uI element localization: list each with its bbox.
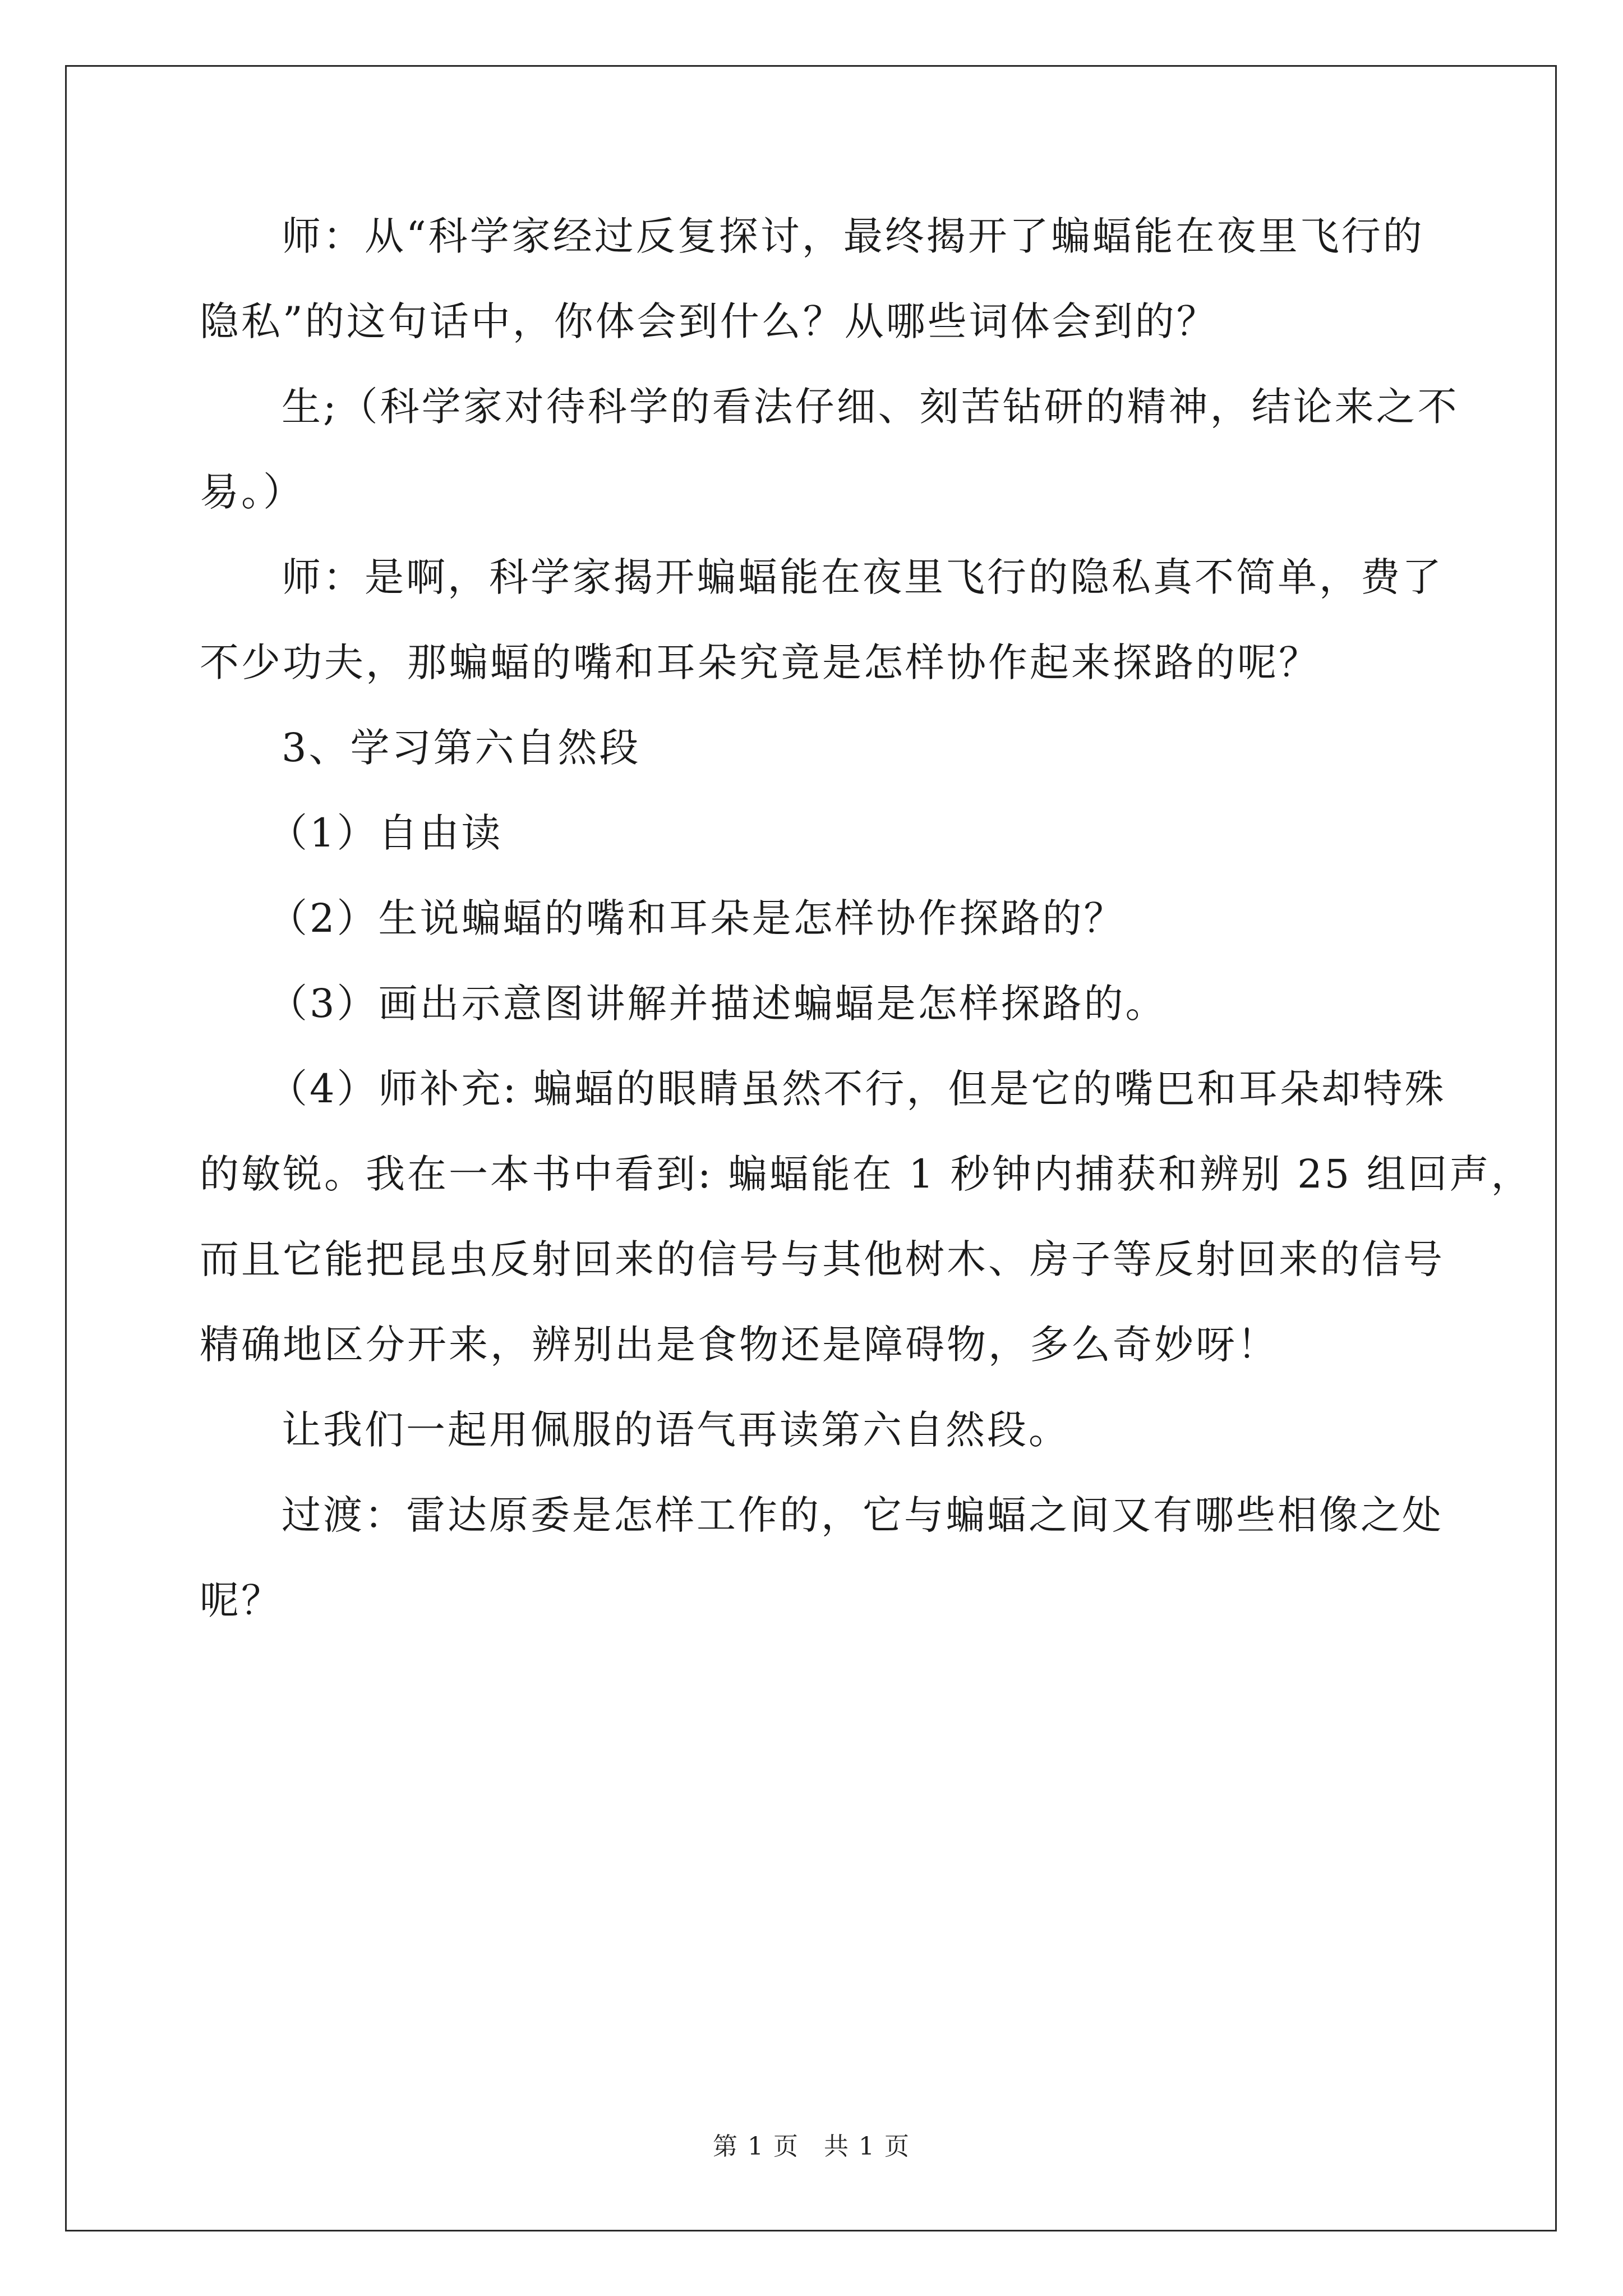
page-footer <box>0 2126 1623 2162</box>
text-line: 师：从“科学家经过反复探讨，最终揭开了蝙蝠能在夜里飞行的 <box>282 213 1424 259</box>
list-item: （4）师补充: 蝙蝠的眼睛虽然不行，但是它的嘴巴和耳朵却特殊 <box>268 1066 1446 1112</box>
text-line: 不少功夫，那蝙蝠的嘴和耳朵究竟是怎样协作起来探路的呢？ <box>200 639 1320 685</box>
text-line: 隐私”的这句话中，你体会到什么？从哪些词体会到的？ <box>200 298 1218 344</box>
text-line: 过渡：雷达原委是怎样工作的，它与蝙蝠之间又有哪些相像之处 <box>282 1492 1444 1538</box>
page-number: 第 1 页 <box>713 2132 799 2161</box>
text-line: 让我们一起用佩服的语气再读第六自然段。 <box>282 1407 1070 1453</box>
text-line: 精确地区分开来，辨别出是食物还是障碍物，多么奇妙呀！ <box>200 1322 1279 1368</box>
list-item: （3）画出示意图讲解并描述蝙蝠是怎样探路的。 <box>268 981 1167 1027</box>
text-line: 的敏锐。我在一本书中看到: 蝙蝠能在 1 秒钟内捕获和辨别 25 组回声， <box>200 1151 1533 1197</box>
text-line: 而且它能把昆虫反射回来的信号与其他树木、房子等反射回来的信号 <box>200 1236 1445 1282</box>
text-line: 呢？ <box>200 1577 283 1623</box>
section-heading: 3、学习第六自然段 <box>282 725 641 771</box>
text-line: 生;（科学家对待科学的看法仔细、刻苦钻研的精神，结论来之不 <box>282 384 1459 430</box>
page-total: 共 1 页 <box>824 2132 910 2161</box>
text-line: 师：是啊，科学家揭开蝙蝠能在夜里飞行的隐私真不简单，费了 <box>282 554 1444 600</box>
list-item: （1）自由读 <box>268 810 503 856</box>
document-body <box>200 208 1533 1657</box>
text-line: 易。） <box>200 469 305 515</box>
list-item: （2）生说蝙蝠的嘴和耳朵是怎样协作探路的？ <box>268 895 1126 941</box>
